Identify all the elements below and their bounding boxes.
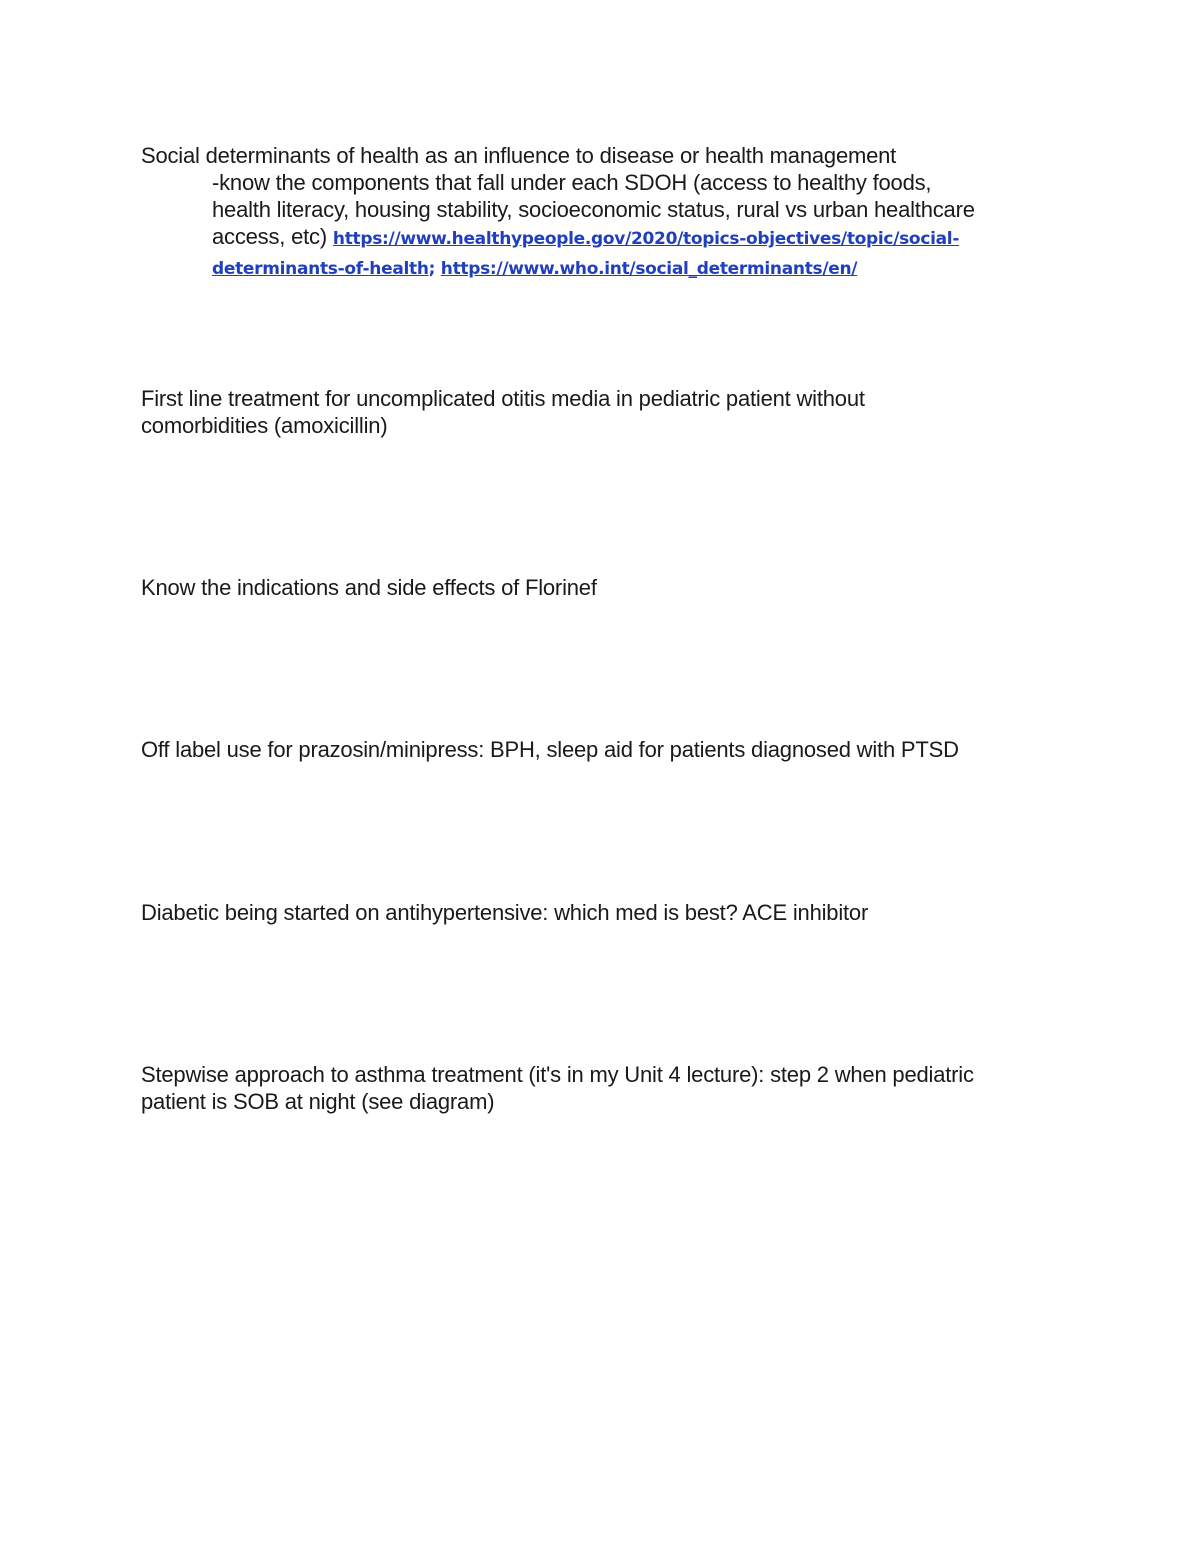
who-link[interactable]: https://www.who.int/social_determinants/en/ [440, 259, 858, 279]
sdoh-links-line [212, 253, 1081, 283]
antihypertensive-section [141, 899, 1081, 926]
healthypeople-link[interactable]: https://www.healthypeople.gov/2020/topics-objectives/topic/social- [332, 229, 960, 249]
otitis-media-section [141, 385, 1081, 439]
sdoh-section [141, 142, 1081, 283]
link-separator: ; [428, 259, 441, 279]
prazosin-line: Off label use for prazosin/minipress: BPH, sleep aid for patients diagnosed with PTSD [141, 737, 959, 762]
florinef-section [141, 574, 1081, 601]
asthma-section [141, 1061, 1081, 1115]
sdoh-detail-line: health literacy, housing stability, socioeconomic status, rural vs urban healthcare [212, 197, 975, 222]
sdoh-detail-line: -know the components that fall under each SDOH (access to healthy foods, [212, 170, 932, 195]
sdoh-details [141, 169, 1081, 283]
florinef-line: Know the indications and side effects of Florinef [141, 575, 597, 600]
sdoh-detail-prefix: access, etc) [212, 224, 333, 249]
asthma-line: patient is SOB at night (see diagram) [141, 1089, 495, 1114]
sdoh-detail-line-with-link [212, 223, 1081, 253]
otitis-media-line: First line treatment for uncomplicated otitis media in pediatric patient without [141, 386, 865, 411]
otitis-media-line: comorbidities (amoxicillin) [141, 413, 388, 438]
sdoh-heading: Social determinants of health as an influence to disease or health management [141, 143, 897, 168]
prazosin-section [141, 736, 1081, 763]
healthypeople-link-continued[interactable]: determinants-of-health [212, 259, 429, 279]
asthma-line: Stepwise approach to asthma treatment (it's in my Unit 4 lecture): step 2 when pediatric [141, 1062, 974, 1087]
antihypertensive-line: Diabetic being started on antihypertensive: which med is best? ACE inhibitor [141, 900, 869, 925]
